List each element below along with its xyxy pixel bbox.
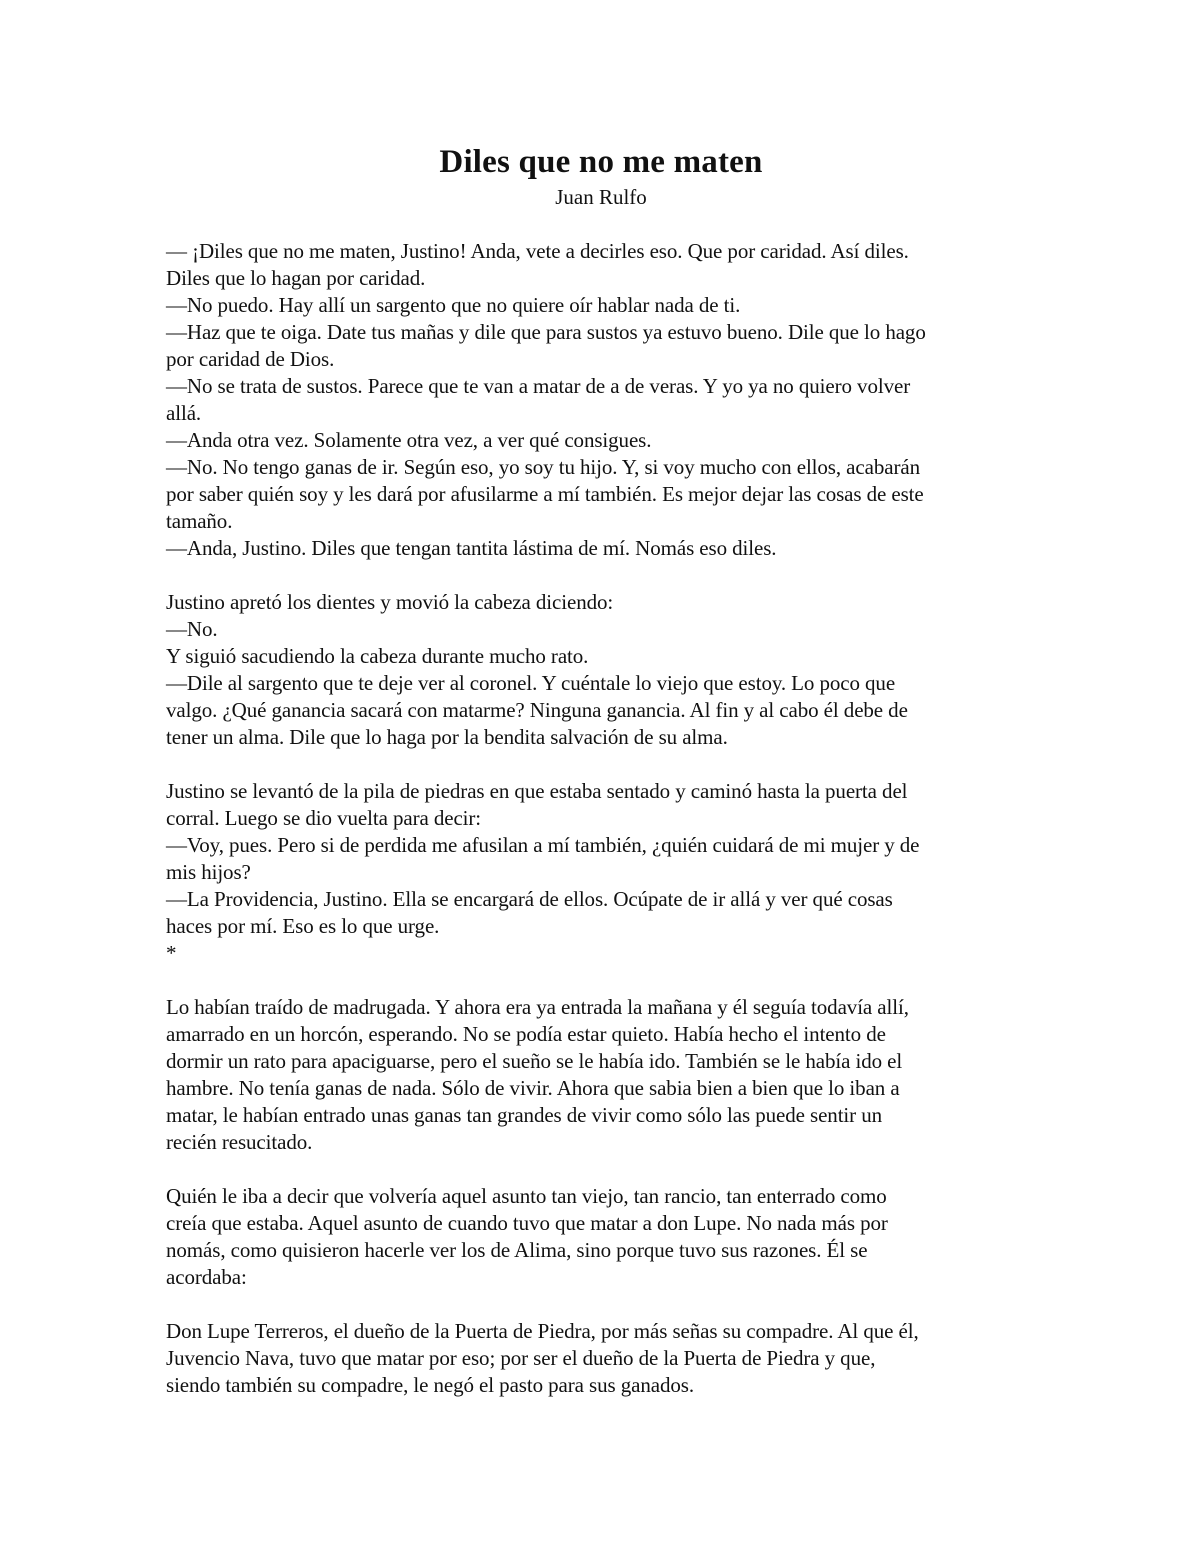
text-line: acordaba:	[166, 1265, 247, 1289]
text-line: —Haz que te oiga. Date tus mañas y dile que para sustos ya estuvo bueno. Dile que lo hago	[166, 320, 926, 344]
text-line: allá.	[166, 401, 202, 425]
text-line: —La Providencia, Justino. Ella se encargará de ellos. Ocúpate de ir allá y ver qué cosas	[166, 887, 893, 911]
text-line: creía que estaba. Aquel asunto de cuando tuvo que matar a don Lupe. No nada más por	[166, 1211, 888, 1235]
text-line: —Anda, Justino. Diles que tengan tantita lástima de mí. Nomás eso diles.	[166, 536, 777, 560]
text-line: —No.	[166, 617, 218, 641]
text-line: Justino apretó los dientes y movió la cabeza diciendo:	[166, 590, 614, 614]
text-line: Y siguió sacudiendo la cabeza durante mucho rato.	[166, 644, 589, 668]
text-line: tener un alma. Dile que lo haga por la bendita salvación de su alma.	[166, 725, 728, 749]
text-line: valgo. ¿Qué ganancia sacará con matarme? Ninguna ganancia. Al fin y al cabo él debe de	[166, 698, 908, 722]
text-line: por saber quién soy y les dará por afusilarme a mí también. Es mejor dejar las cosas de este	[166, 482, 924, 506]
text-line: mis hijos?	[166, 860, 251, 884]
document-author: Juan Rulfo	[555, 185, 647, 209]
text-line: tamaño.	[166, 509, 233, 533]
text-line: Diles que lo hagan por caridad.	[166, 266, 426, 290]
text-line: Juvencio Nava, tuvo que matar por eso; por ser el dueño de la Puerta de Piedra y que,	[166, 1346, 876, 1370]
text-line: dormir un rato para apaciguarse, pero el sueño se le había ido. También se le había ido el	[166, 1049, 903, 1073]
document-page	[166, 140, 1036, 1399]
text-line: por caridad de Dios.	[166, 347, 335, 371]
document-title: Diles que no me maten	[439, 144, 763, 180]
text-line: Lo habían traído de madrugada. Y ahora era ya entrada la mañana y él seguía todavía allí,	[166, 995, 909, 1019]
text-line: Don Lupe Terreros, el dueño de la Puerta de Piedra, por más señas su compadre. Al que él,	[166, 1319, 919, 1343]
blank-line	[166, 562, 1036, 589]
text-line: — ¡Diles que no me maten, Justino! Anda, vete a decirles eso. Que por caridad. Así diles.	[166, 239, 909, 263]
blank-line	[166, 751, 1036, 778]
text-line: —No. No tengo ganas de ir. Según eso, yo soy tu hijo. Y, si voy mucho con ellos, acabarán	[166, 455, 920, 479]
text-line: —No puedo. Hay allí un sargento que no quiere oír hablar nada de ti.	[166, 293, 741, 317]
blank-line	[166, 1156, 1036, 1183]
text-line: hambre. No tenía ganas de nada. Sólo de vivir. Ahora que sabia bien a bien que lo iban a	[166, 1076, 900, 1100]
document-body	[166, 238, 1036, 1399]
text-line: —Dile al sargento que te deje ver al coronel. Y cuéntale lo viejo que estoy. Lo poco que	[166, 671, 896, 695]
text-line: —Voy, pues. Pero si de perdida me afusilan a mí también, ¿quién cuidará de mi mujer y de	[166, 833, 920, 857]
text-line: siendo también su compadre, le negó el pasto para sus ganados.	[166, 1373, 694, 1397]
text-line: —Anda otra vez. Solamente otra vez, a ver qué consigues.	[166, 428, 652, 452]
text-line: recién resucitado.	[166, 1130, 313, 1154]
text-line: *	[166, 941, 177, 965]
blank-line	[166, 1291, 1036, 1318]
blank-line	[166, 967, 1036, 994]
text-line: —No se trata de sustos. Parece que te van a matar de a de veras. Y yo ya no quiero volver	[166, 374, 911, 398]
text-line: Justino se levantó de la pila de piedras en que estaba sentado y caminó hasta la puerta del	[166, 779, 908, 803]
text-line: corral. Luego se dio vuelta para decir:	[166, 806, 482, 830]
text-line: Quién le iba a decir que volvería aquel asunto tan viejo, tan rancio, tan enterrado como	[166, 1184, 887, 1208]
text-line: haces por mí. Eso es lo que urge.	[166, 914, 440, 938]
text-line: amarrado en un horcón, esperando. No se podía estar quieto. Había hecho el intento de	[166, 1022, 886, 1046]
text-line: nomás, como quisieron hacerle ver los de Alima, sino porque tuvo sus razones. Él se	[166, 1238, 868, 1262]
text-line: matar, le habían entrado unas ganas tan grandes de vivir como sólo las puede sentir un	[166, 1103, 883, 1127]
